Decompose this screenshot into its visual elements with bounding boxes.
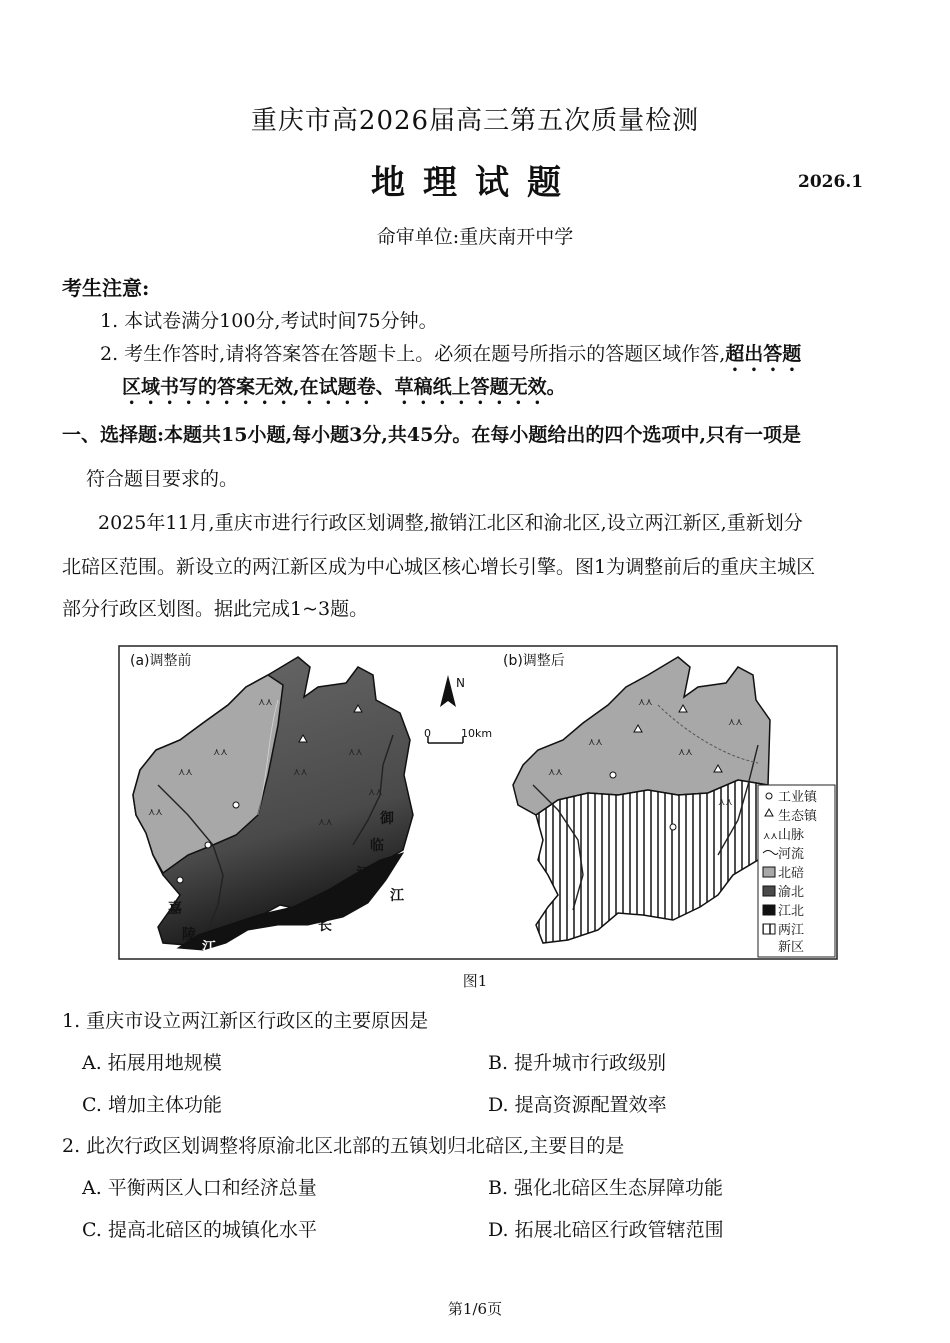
notice-item-1: 1. 本试卷满分100分,考试时间75分钟。 (100, 310, 438, 332)
legend-yubei: 渝北 (778, 885, 805, 900)
notice-item-2 (100, 343, 801, 376)
panel-b-label: (b)调整后 (503, 653, 565, 669)
exam-date: 2026.1 (798, 172, 864, 192)
svg-text:⋏⋏: ⋏⋏ (728, 717, 743, 728)
question-2-option-a[interactable]: A. 平衡两区人口和经济总量 (82, 1177, 317, 1199)
section-heading (62, 424, 801, 447)
question-1-option-a[interactable]: A. 拓展用地规模 (82, 1052, 222, 1074)
svg-text:⋏⋏: ⋏⋏ (678, 747, 693, 758)
legend-river: 河流 (778, 847, 805, 862)
question-2-option-d[interactable]: D. 拓展北碚区行政管辖范围 (488, 1219, 724, 1241)
question-2-option-b[interactable]: B. 强化北碚区生态屏障功能 (488, 1177, 724, 1199)
section-prefix: 一、选择题: (62, 424, 165, 446)
legend-beibei: 北碚 (778, 866, 805, 881)
river-label-jia: 嘉 (168, 901, 182, 917)
passage-line-2: 北碚区范围。新设立的两江新区成为中心城区核心增长引擎。图1为调整前后的重庆主城区 (62, 556, 816, 578)
svg-text:0: 0 (424, 727, 431, 740)
question-1-option-d[interactable]: D. 提高资源配置效率 (488, 1094, 667, 1116)
svg-text:⋏⋏: ⋏⋏ (548, 767, 563, 778)
svg-text:⋏⋏: ⋏⋏ (638, 697, 653, 708)
svg-text:⋏⋏: ⋏⋏ (318, 817, 333, 828)
question-2-option-c[interactable]: C. 提高北碚区的城镇化水平 (82, 1219, 317, 1241)
legend-jiangbei: 江北 (778, 904, 805, 919)
notice-emphasis-2: 区域书写的答案无效,在试题卷、草稿纸上答题无效。 (122, 376, 566, 398)
section-heading-line2: 符合题目要求的。 (86, 468, 239, 490)
exam-title: 重庆市高2026届高三第五次质量检测 (250, 106, 700, 136)
passage-line-1: 2025年11月,重庆市进行行政区划调整,撤销江北区和渝北区,设立两江新区,重新划分 (98, 512, 803, 534)
north-label: N (456, 676, 465, 690)
map-svg (118, 645, 838, 960)
river-label-lin: 临 (370, 838, 384, 854)
river-label-jiang-a: 江 (202, 940, 216, 956)
notice-heading: 考生注意: (62, 276, 150, 300)
question-1-stem: 1. 重庆市设立两江新区行政区的主要原因是 (62, 1010, 429, 1032)
question-1-option-c[interactable]: C. 增加主体功能 (82, 1094, 222, 1116)
river-label-he: 河 (356, 866, 370, 882)
svg-text:⋏⋏: ⋏⋏ (148, 807, 163, 818)
passage-line-3: 部分行政区划图。据此完成1~3题。 (62, 598, 369, 620)
river-label-yu: 御 (380, 811, 394, 827)
panel-a-label: (a)调整前 (130, 653, 192, 669)
question-1-option-b[interactable]: B. 提升城市行政级别 (488, 1052, 667, 1074)
legend-eco-town: 生态镇 (778, 809, 818, 824)
svg-text:⋏⋏: ⋏⋏ (213, 747, 228, 758)
authoring-unit: 命审单位:重庆南开中学 (376, 226, 574, 248)
svg-text:10km: 10km (461, 727, 493, 740)
figure-caption: 图1 (462, 972, 488, 990)
svg-text:⋏⋏: ⋏⋏ (718, 797, 733, 808)
river-label-jiang-b: 江 (390, 888, 404, 904)
svg-text:⋏⋏: ⋏⋏ (293, 767, 308, 778)
legend-industrial-town: 工业镇 (778, 790, 818, 805)
river-label-ling: 陵 (182, 927, 196, 943)
notice-emphasis-1: 超出答题 (725, 343, 802, 365)
legend-liangjiang: 两江 (778, 923, 805, 938)
svg-text:⋏⋏: ⋏⋏ (368, 787, 383, 798)
river-label-chang: 长 (318, 918, 332, 934)
svg-text:⋏⋏: ⋏⋏ (258, 697, 273, 708)
map-legend (758, 785, 835, 957)
subject-title: 地理试题 (371, 163, 579, 203)
figure-1-map (118, 645, 838, 960)
svg-text:⋏⋏: ⋏⋏ (348, 747, 363, 758)
legend-mountain: 山脉 (778, 828, 805, 843)
svg-text:⋏⋏: ⋏⋏ (178, 767, 193, 778)
page-number: 第1/6页 (447, 1300, 503, 1318)
section-rule: 本题共15小题,每小题3分,共45分。在每小题给出的四个选项中,只有一项是 (164, 424, 801, 446)
notice-item-2-text: 2. 考生作答时,请将答案答在答题卡上。必须在题号所指示的答题区域作答, (100, 343, 726, 365)
question-2-stem: 2. 此次行政区划调整将原渝北区北部的五镇划归北碚区,主要目的是 (62, 1135, 625, 1157)
svg-text:⋏⋏: ⋏⋏ (763, 831, 778, 842)
svg-text:⋏⋏: ⋏⋏ (588, 737, 603, 748)
legend-new-area: 新区 (778, 940, 805, 955)
